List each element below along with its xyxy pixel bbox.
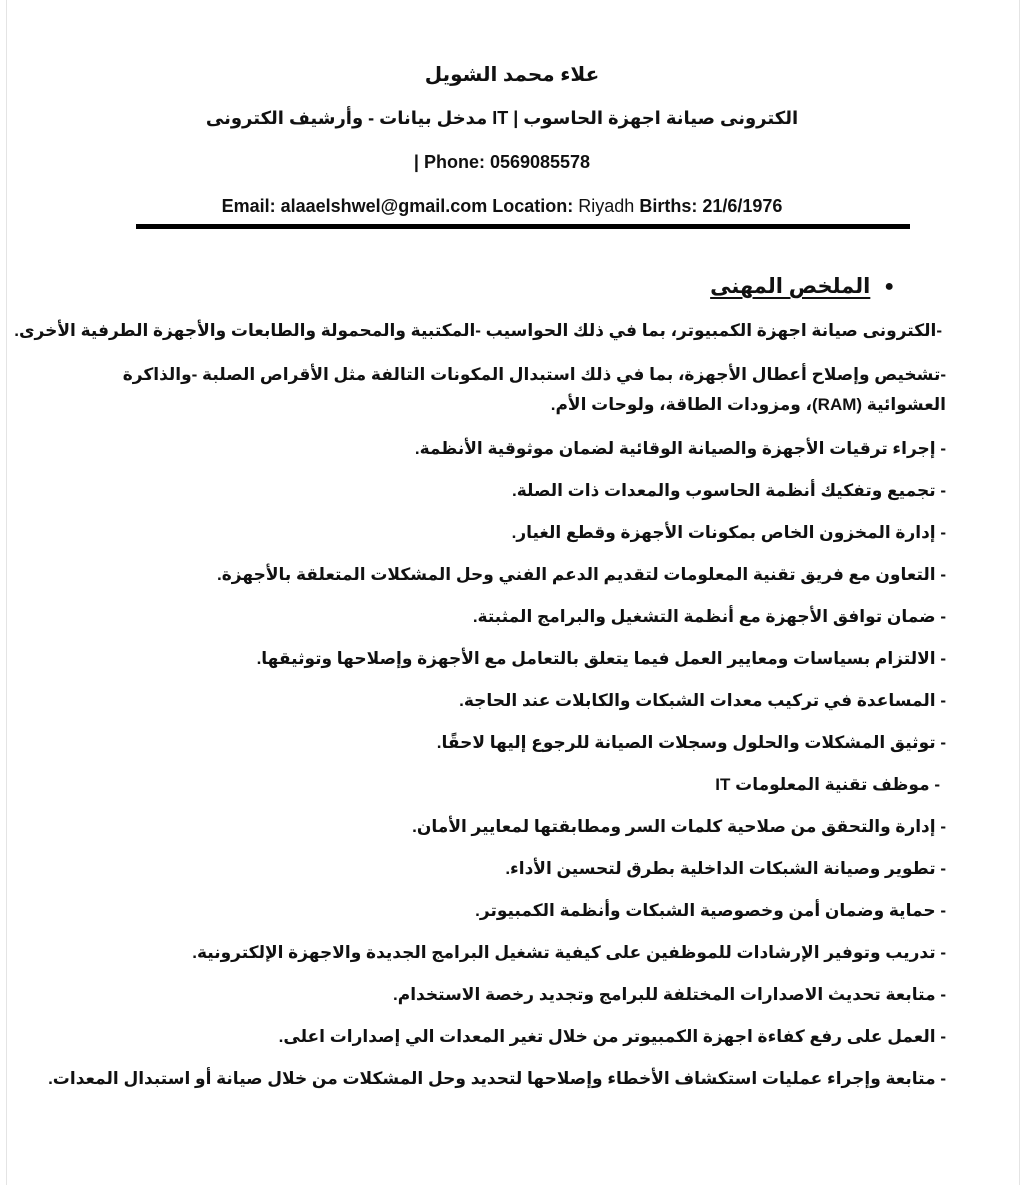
summary-section-heading [710,274,894,299]
summary-item: - حماية وضمان أمن وخصوصية الشبكات وأنظمة الكمبيوتر. [475,901,946,920]
summary-item: -تشخيص وإصلاح أعطال الأجهزة، بما في ذلك استبدال المكونات التالفة مثل الأقراص الصلبة -والذاكرة العشوائية (RAM)، ومزودات الطاقة، ولوحات الأم. [122,365,946,414]
phone: | Phone: 0569085578 [413,152,591,172]
summary-item: - إدارة المخزون الخاص بمكونات الأجهزة وقطع الغيار. [511,523,946,542]
summary-item: - إدارة والتحقق من صلاحية كلمات السر ومطابقتها لمعايير الأمان. [412,817,946,836]
summary-item: - متابعة وإجراء عمليات استكشاف الأخطاء وإصلاحها لتحديد وحل المشكلات من خلال صيانة أو استبدال المعدات. [48,1069,946,1088]
email-label: Email: [221,196,276,216]
summary-item: - إجراء ترقيات الأجهزة والصيانة الوقائية لضمان موثوقية الأنظمة. [414,439,946,458]
location: Riyadh [578,196,635,216]
summary-item: - الالتزام بسياسات ومعايير العمل فيما يتعلق بالتعامل مع الأجهزة وإصلاحها وتوثيقها. [256,649,946,668]
bullet-icon: ● [884,277,894,295]
births: 21/6/1976 [702,196,783,216]
summary-item: - المساعدة في تركيب معدات الشبكات والكابلات عند الحاجة. [459,691,946,710]
summary-item: - تجميع وتفكيك أنظمة الحاسوب والمعدات ذات الصلة. [512,481,946,500]
summary-item: - توثيق المشكلات والحلول وسجلات الصيانة للرجوع إليها لاحقًا. [436,733,946,752]
summary-item: - التعاون مع فريق تقنية المعلومات لتقديم الدعم الفني وحل المشكلات المتعلقة بالأجهزة. [217,565,946,584]
summary-item: - تطوير وصيانة الشبكات الداخلية بطرق لتحسين الأداء. [505,859,946,878]
births-label: Births: [639,196,698,216]
header-divider [136,224,910,229]
email: alaaelshwel@gmail.com [280,196,488,216]
summary-item: - تدريب وتوفير الإرشادات للموظفين على كيفية تشغيل البرامج الجديدة والاجهزة الإلكترونية. [192,943,946,962]
summary-item: - متابعة تحديث الاصدارات المختلفة للبرامج وتجديد رخصة الاستخدام. [393,985,946,1004]
location-label: Location: [492,196,574,216]
section-title: الملخص المهنى [710,275,871,298]
summary-item: - موظف تقنية المعلومات IT [715,775,940,794]
candidate-name: علاء محمد الشويل [424,64,600,86]
job-title: الكترونى صيانة اجهزة الحاسوب | IT مدخل بيانات - وأرشيف الكترونى [205,108,799,128]
contact-line [0,196,1014,217]
summary-item: -الكترونى صيانة اجهزة الكمبيوتر، بما في ذلك الحواسيب -المكتبية والمحمولة والطابعات والأجهزة الطرفية الأخرى. [14,321,942,340]
summary-item: - العمل على رفع كفاءة اجهزة الكمبيوتر من خلال تغير المعدات الي إصدارات اعلى. [278,1027,946,1046]
summary-item: - ضمان توافق الأجهزة مع أنظمة التشغيل والبرامج المثبتة. [472,607,946,626]
